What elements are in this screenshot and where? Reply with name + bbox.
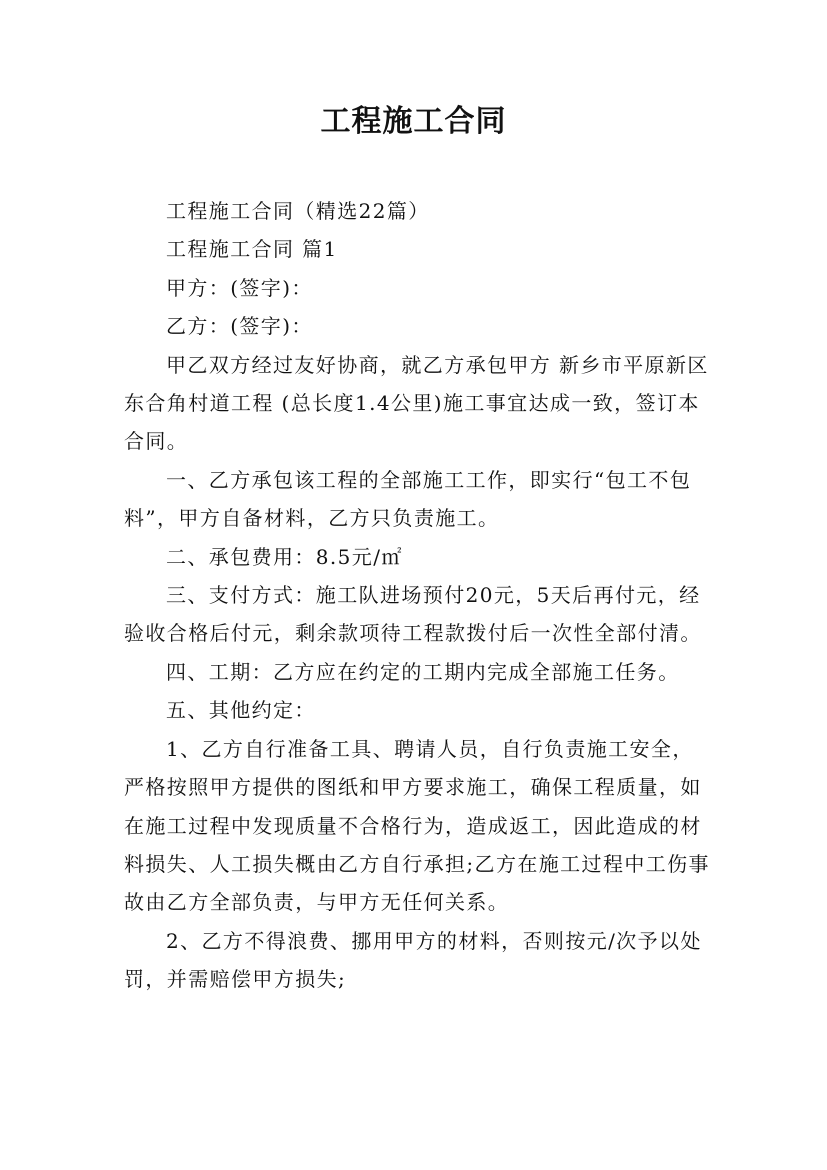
paragraph-preamble: 甲乙双方经过友好协商，就乙方承包甲方 新乡市平原新区东合角村道工程 (总长度1.4公里)施工事宜达成一致，签订本合同。 [124, 352, 709, 454]
paragraph-clause-4: 四、工期：乙方应在约定的工期内完成全部施工任务。 [166, 659, 680, 684]
paragraph-clause-3: 三、支付方式：施工队进场预付20元，5天后再付元，经验收合格后付元，剩余款项待工程款拨付后一次性全部付清。 [124, 583, 702, 646]
paragraph-clause-1: 一、乙方承包该工程的全部施工工作，即实行“包工不包料”，甲方自备材料，乙方只负责施工。 [124, 467, 692, 531]
paragraph-clause-2: 二、承包费用：8.5元/㎡ [166, 544, 403, 569]
document-title: 工程施工合同 [320, 104, 507, 139]
paragraph-item-1: 1、乙方自行准备工具、聘请人员，自行负责施工安全，严格按照甲方提供的图纸和甲方要求施工，确保工程质量，如在施工过程中发现质量不合格行为，造成返工，因此造成的材料损失、人工损失概由乙方自行承担;乙方在施工过程中工伤事故由乙方全部负责，与甲方无任何关系。 [124, 736, 710, 915]
paragraph-clause-5: 五、其他约定： [166, 698, 316, 723]
document-body [124, 192, 714, 999]
paragraph-subtitle: 工程施工合同（精选22篇） [166, 199, 430, 223]
paragraph-party-b: 乙方：(签字)： [166, 314, 313, 339]
paragraph-section-heading: 工程施工合同 篇1 [166, 237, 338, 262]
paragraph-party-a: 甲方：(签字)： [166, 275, 313, 300]
paragraph-item-2: 2、乙方不得浪费、挪用甲方的材料，否则按元/次予以处罚，并需赔偿甲方损失; [124, 928, 702, 992]
